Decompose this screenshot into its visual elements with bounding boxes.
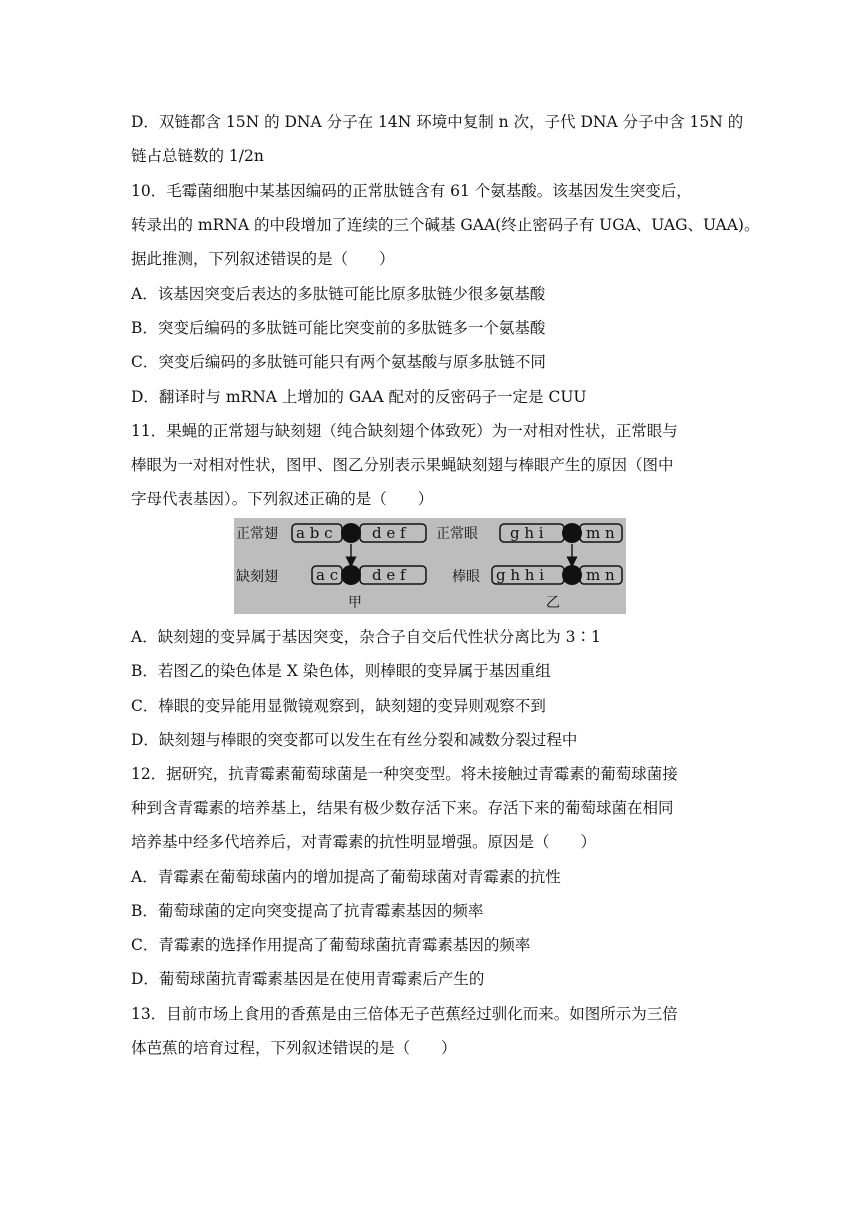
yi-bottom-left-genes: g h h i [496,566,545,584]
option-d: D．葡萄球菌抗青霉素基因是在使用青霉素后产生的 [131,970,485,988]
jia-top-label: 正常翅 [236,526,278,542]
yi-top-left-genes: g h i [510,524,544,542]
text-line: 链占总链数的 1/2n [131,147,264,165]
option-c: C．棒眼的变异能用显微镜观察到，缺刻翅的变异则观察不到 [131,697,546,715]
yi-bottom-right-genes: m n [586,566,615,584]
question-12-stem: 12．据研究，抗青霉素葡萄球菌是一种突变型。将未接触过青霉素的葡萄球菌接 [131,765,678,783]
text-line: 转录出的 mRNA 的中段增加了连续的三个碱基 GAA(终止密码子有 UGA、UAG、UAA)。 [131,216,760,234]
text-line: D．双链都含 15N 的 DNA 分子在 14N 环境中复制 n 次，子代 DNA 分子中含 15N 的 [131,113,744,131]
yi-bottom-centromere [562,565,582,585]
question-13-stem: 13．目前市场上食用的香蕉是由三倍体无子芭蕉经过驯化而来。如图所示为三倍 [131,1005,678,1023]
option-b: B．若图乙的染色体是 X 染色体，则棒眼的变异属于基因重组 [131,662,551,680]
text-line: 棒眼为一对相对性状，图甲、图乙分别表示果蝇缺刻翅与棒眼产生的原因（图中 [131,456,674,474]
text-line: 据此推测，下列叙述错误的是（ ） [131,250,395,268]
jia-bottom-centromere [341,565,361,585]
question-11-stem: 11．果蝇的正常翅与缺刻翅（纯合缺刻翅个体致死）为一对相对性状，正常眼与 [131,422,678,440]
jia-top-centromere [341,523,361,543]
text-line: 培养基中经多代培养后，对青霉素的抗性明显增强。原因是（ ） [131,833,597,851]
jia-top-left-genes: a b c [296,524,333,542]
option-d: D．翻译时与 mRNA 上增加的 GAA 配对的反密码子一定是 CUU [131,388,587,406]
option-b: B．突变后编码的多肽链可能比突变前的多肽链多一个氨基酸 [131,319,546,337]
yi-top-centromere [562,523,582,543]
question-10-stem: 10．毛霉菌细胞中某基因编码的正常肽链含有 61 个氨基酸。该基因发生突变后， [131,182,692,200]
option-a: A．该基因突变后表达的多肽链可能比原多肽链少很多氨基酸 [131,285,546,303]
option-c: C．突变后编码的多肽链可能只有两个氨基酸与原多肽链不同 [131,353,546,371]
text-line: 字母代表基因）。下列叙述正确的是（ ） [131,490,434,508]
text-line: 种到含青霉素的培养基上，结果有极少数存活下来。存活下来的葡萄球菌在相同 [131,799,674,817]
jia-top-right-genes: d e f [372,524,406,542]
text-line: 体芭蕉的培育过程，下列叙述错误的是（ ） [131,1039,457,1057]
yi-caption: 乙 [546,595,560,611]
option-d: D．缺刻翅与棒眼的突变都可以发生在有丝分裂和减数分裂过程中 [131,731,578,749]
option-b: B．葡萄球菌的定向突变提高了抗青霉素基因的频率 [131,902,484,920]
chromosome-figure [234,518,626,614]
jia-bottom-left-genes: a c [316,566,339,584]
yi-top-right-genes: m n [586,524,615,542]
jia-caption: 甲 [348,595,362,611]
yi-top-label: 正常眼 [436,526,478,542]
jia-bottom-label: 缺刻翅 [236,569,278,585]
option-a: A．缺刻翅的变异属于基因突变，杂合子自交后代性状分离比为 3∶1 [131,628,601,646]
option-c: C．青霉素的选择作用提高了葡萄球菌抗青霉素基因的频率 [131,936,531,954]
option-a: A．青霉素在葡萄球菌内的增加提高了葡萄球菌对青霉素的抗性 [131,868,561,886]
jia-bottom-right-genes: d e f [372,566,406,584]
yi-bottom-label: 棒眼 [452,569,480,585]
